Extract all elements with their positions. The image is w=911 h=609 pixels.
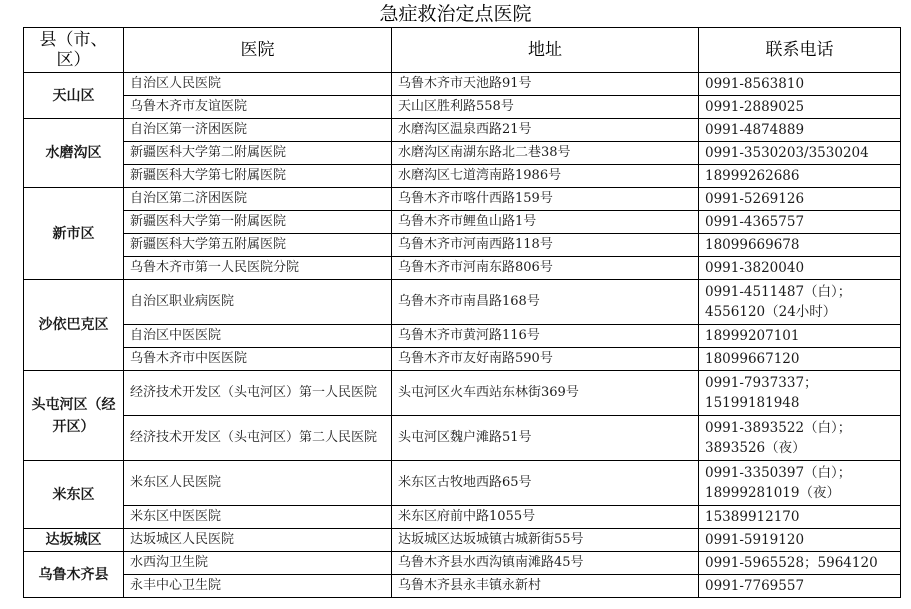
table-row [24, 211, 901, 234]
address-cell: 乌鲁木齐市友好南路590号 [392, 348, 699, 371]
hospital-cell: 新疆医科大学第二附属医院 [124, 142, 392, 165]
district-cell: 头屯河区（经开区） [24, 371, 124, 461]
phone-cell: 0991-4874889 [699, 119, 901, 142]
hospital-cell: 达坂城区人民医院 [124, 529, 392, 552]
table-row [24, 96, 901, 119]
table-row [24, 506, 901, 529]
hospital-cell: 米东区中医医院 [124, 506, 392, 529]
address-cell: 米东区古牧地西路65号 [392, 461, 699, 506]
district-cell: 天山区 [24, 73, 124, 119]
table-row [24, 552, 901, 575]
hospital-cell: 米东区人民医院 [124, 461, 392, 506]
phone-cell: 0991-5269126 [699, 188, 901, 211]
table-row [24, 142, 901, 165]
address-cell: 乌鲁木齐市鲤鱼山路1号 [392, 211, 699, 234]
table-row [24, 575, 901, 598]
address-cell: 乌鲁木齐市河南东路806号 [392, 257, 699, 280]
phone-cell: 0991-5965528；5964120 [699, 552, 901, 575]
phone-cell: 0991-3350397（白）；18999281019（夜） [699, 461, 901, 506]
address-cell: 头屯河区魏户滩路51号 [392, 416, 699, 461]
hospital-cell: 永丰中心卫生院 [124, 575, 392, 598]
hospital-cell: 乌鲁木齐市第一人民医院分院 [124, 257, 392, 280]
district-cell: 米东区 [24, 461, 124, 529]
address-cell: 乌鲁木齐市喀什西路159号 [392, 188, 699, 211]
address-cell: 头屯河区火车西站东林街369号 [392, 371, 699, 416]
hospital-cell: 乌鲁木齐市中医医院 [124, 348, 392, 371]
table-row [24, 188, 901, 211]
address-cell: 水磨沟区南湖东路北二巷38号 [392, 142, 699, 165]
district-cell: 水磨沟区 [24, 119, 124, 188]
hospital-cell: 自治区第一济困医院 [124, 119, 392, 142]
phone-cell: 0991-5919120 [699, 529, 901, 552]
phone-cell: 0991-3820040 [699, 257, 901, 280]
hospital-cell: 自治区第二济困医院 [124, 188, 392, 211]
table-row [24, 119, 901, 142]
table-row [24, 280, 901, 325]
phone-cell: 0991-8563810 [699, 73, 901, 96]
address-cell: 天山区胜利路558号 [392, 96, 699, 119]
hospital-table [23, 27, 901, 598]
district-cell: 达坂城区 [24, 529, 124, 552]
header-phone: 联系电话 [699, 28, 901, 73]
hospital-cell: 新疆医科大学第一附属医院 [124, 211, 392, 234]
page-title: 急症救治定点医院 [379, 3, 532, 25]
phone-cell: 15389912170 [699, 506, 901, 529]
hospital-cell: 经济技术开发区（头屯河区）第二人民医院 [124, 416, 392, 461]
district-cell: 乌鲁木齐县 [24, 552, 124, 598]
address-cell: 水磨沟区温泉西路21号 [392, 119, 699, 142]
phone-cell: 0991-4365757 [699, 211, 901, 234]
phone-cell: 0991-3893522（白）；3893526（夜） [699, 416, 901, 461]
hospital-cell: 新疆医科大学第五附属医院 [124, 234, 392, 257]
table-row [24, 416, 901, 461]
phone-cell: 0991-7937337；15199181948 [699, 371, 901, 416]
district-cell: 沙依巴克区 [24, 280, 124, 371]
address-cell: 乌鲁木齐市黄河路116号 [392, 325, 699, 348]
address-cell: 米东区府前中路1055号 [392, 506, 699, 529]
hospital-cell: 经济技术开发区（头屯河区）第一人民医院 [124, 371, 392, 416]
table-row [24, 371, 901, 416]
table-body [24, 73, 901, 598]
phone-cell: 18099669678 [699, 234, 901, 257]
hospital-cell: 新疆医科大学第七附属医院 [124, 165, 392, 188]
header-address: 地址 [392, 28, 699, 73]
address-cell: 达坂城区达坂城镇古城新街55号 [392, 529, 699, 552]
header-district: 县（市、区） [24, 28, 124, 73]
district-cell: 新市区 [24, 188, 124, 280]
phone-cell: 18099667120 [699, 348, 901, 371]
hospital-cell: 自治区人民医院 [124, 73, 392, 96]
phone-cell: 0991-3530203/3530204 [699, 142, 901, 165]
table-row [24, 165, 901, 188]
table-row [24, 461, 901, 506]
table-row [24, 73, 901, 96]
table-row [24, 325, 901, 348]
address-cell: 乌鲁木齐县永丰镇永新村 [392, 575, 699, 598]
hospital-cell: 乌鲁木齐市友谊医院 [124, 96, 392, 119]
table-row [24, 529, 901, 552]
phone-cell: 18999262686 [699, 165, 901, 188]
header-row [24, 28, 901, 73]
header-hospital: 医院 [124, 28, 392, 73]
phone-cell: 0991-7769557 [699, 575, 901, 598]
address-cell: 水磨沟区七道湾南路1986号 [392, 165, 699, 188]
hospital-cell: 自治区中医医院 [124, 325, 392, 348]
address-cell: 乌鲁木齐市天池路91号 [392, 73, 699, 96]
phone-cell: 0991-4511487（白）；4556120（24小时） [699, 280, 901, 325]
phone-cell: 0991-2889025 [699, 96, 901, 119]
address-cell: 乌鲁木齐市河南西路118号 [392, 234, 699, 257]
table-row [24, 234, 901, 257]
hospital-cell: 自治区职业病医院 [124, 280, 392, 325]
phone-cell: 18999207101 [699, 325, 901, 348]
address-cell: 乌鲁木齐市南昌路168号 [392, 280, 699, 325]
table-row [24, 348, 901, 371]
table-row [24, 257, 901, 280]
hospital-cell: 水西沟卫生院 [124, 552, 392, 575]
address-cell: 乌鲁木齐县水西沟镇南滩路45号 [392, 552, 699, 575]
